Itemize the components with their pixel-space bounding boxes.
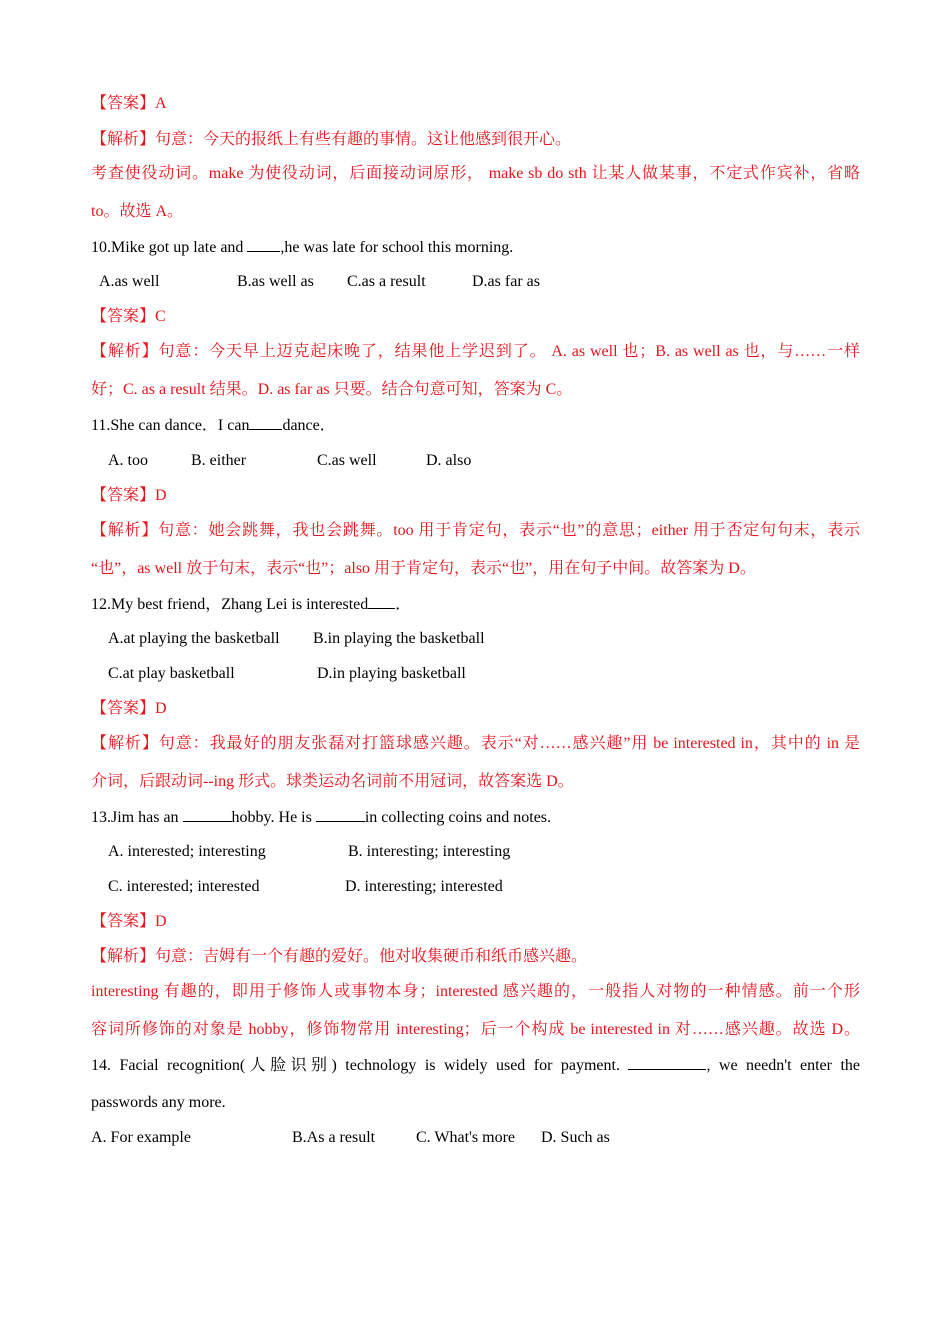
- q10-option-b: B.as well as: [237, 273, 314, 290]
- q11-option-a: A. too: [108, 452, 148, 469]
- q10-option-d: D.as far as: [472, 273, 540, 290]
- q11-option-c: C.as well: [317, 452, 377, 469]
- q10-stem-text-end: ,he was late for school this morning.: [280, 239, 514, 256]
- q10-stem: [91, 237, 860, 258]
- q11-analysis-line-2: “也”，as well 放于句末，表示“也”；also 用于肯定句，表示“也”，用在句子中间。故答案为 D。: [91, 560, 756, 577]
- q13-blank-1: [183, 807, 232, 822]
- q13-stem: [91, 807, 860, 828]
- q13-analysis-line-1: 【解析】句意：吉姆有一个有趣的爱好。他对收集硬币和纸币感兴趣。: [91, 948, 588, 965]
- q14-option-b: B.As a result: [292, 1129, 376, 1146]
- q14-option-d: D. Such as: [541, 1129, 610, 1146]
- q11-stem-text-end: dance．: [282, 417, 336, 434]
- q14-blank: [628, 1055, 706, 1070]
- q13-option-b: B. interesting; interesting: [348, 843, 511, 860]
- q12-option-c: C.at play basketball: [108, 665, 235, 682]
- q12-analysis-line-1: 【解析】句意：我最好的朋友张磊对打篮球感兴趣。表示“对……感兴趣”用 be interested in，其中的 in 是: [91, 735, 860, 752]
- q12-blank: [368, 594, 395, 609]
- q14-stem-text: 14. Facial recognition(人脸识别) technology is widely used for payment.: [91, 1057, 629, 1074]
- q13-stem-text-a: 13.Jim has an: [91, 809, 183, 826]
- q13-option-c: C. interested; interested: [108, 878, 260, 895]
- q13-stem-text-b: hobby. He is: [231, 809, 316, 826]
- q10-option-c: C.as a result: [347, 273, 426, 290]
- q11-option-d: D. also: [426, 452, 472, 469]
- q12-stem-text: 12.My best friend，Zhang Lei is interested: [91, 596, 369, 613]
- q11-option-b: B. either: [191, 452, 247, 469]
- q14-stem-line-1: [91, 1055, 860, 1076]
- q14-stem-text-end: , we needn't enter the: [706, 1057, 860, 1074]
- q10-analysis-line-1: 【解析】句意：今天早上迈克起床晚了，结果他上学迟到了。 A. as well 也；B. as well as 也，与……一样: [91, 343, 860, 360]
- q14-option-c: C. What's more: [416, 1129, 516, 1146]
- q13-blank-2: [316, 807, 365, 822]
- q11-blank: [249, 415, 282, 430]
- q12-answer: 【答案】D: [91, 700, 167, 717]
- q9-analysis-line-3: to。故选 A。: [91, 203, 184, 220]
- q12-analysis-line-2: 介词，后跟动词--ing 形式。球类运动名词前不用冠词，故答案选 D。: [91, 773, 574, 790]
- q10-answer: 【答案】C: [91, 308, 166, 325]
- q11-stem-text: 11.She can dance．I can: [91, 417, 250, 434]
- q10-option-a: A.as well: [99, 273, 160, 290]
- q13-analysis-line-3: 容词所修饰的对象是 hobby，修饰物常用 interesting；后一个构成 be interested in 对……感兴趣。故选 D。: [91, 1021, 860, 1038]
- q13-stem-text-c: in collecting coins and notes.: [364, 809, 552, 826]
- q12-option-d: D.in playing basketball: [317, 665, 466, 682]
- q11-stem: [91, 415, 860, 436]
- q10-stem-text: 10.Mike got up late and: [91, 239, 248, 256]
- q11-analysis-line-1: 【解析】句意：她会跳舞，我也会跳舞。too 用于肯定句，表示“也”的意思；either 用于否定句句末，表示: [91, 522, 860, 539]
- q10-analysis-line-2: 好；C. as a result 结果。D. as far as 只要。结合句意可知，答案为 C。: [91, 381, 573, 398]
- q13-option-a: A. interested; interesting: [108, 843, 266, 860]
- q11-answer: 【答案】D: [91, 487, 167, 504]
- q12-stem: [91, 594, 860, 615]
- q9-analysis-line-1: 【解析】句意：今天的报纸上有些有趣的事情。这让他感到很开心。: [91, 131, 572, 148]
- q12-option-b: B.in playing the basketball: [313, 630, 485, 647]
- q9-analysis-line-2: 考查使役动词。make 为使役动词，后面接动词原形， make sb do sth 让某人做某事，不定式作宾补，省略: [91, 165, 860, 182]
- q13-answer: 【答案】D: [91, 913, 167, 930]
- q13-analysis-line-2: interesting 有趣的，即用于修饰人或事物本身；interested 感兴趣的，一般指人对物的一种情感。前一个形: [91, 983, 860, 1000]
- q14-option-a: A. For example: [91, 1129, 191, 1146]
- q13-option-d: D. interesting; interested: [345, 878, 503, 895]
- q9-answer: 【答案】A: [91, 95, 167, 112]
- q12-option-a: A.at playing the basketball: [108, 630, 280, 647]
- q10-blank: [247, 237, 280, 252]
- q14-stem-line-2: passwords any more.: [91, 1094, 226, 1111]
- q12-stem-text-end: ．: [395, 596, 412, 613]
